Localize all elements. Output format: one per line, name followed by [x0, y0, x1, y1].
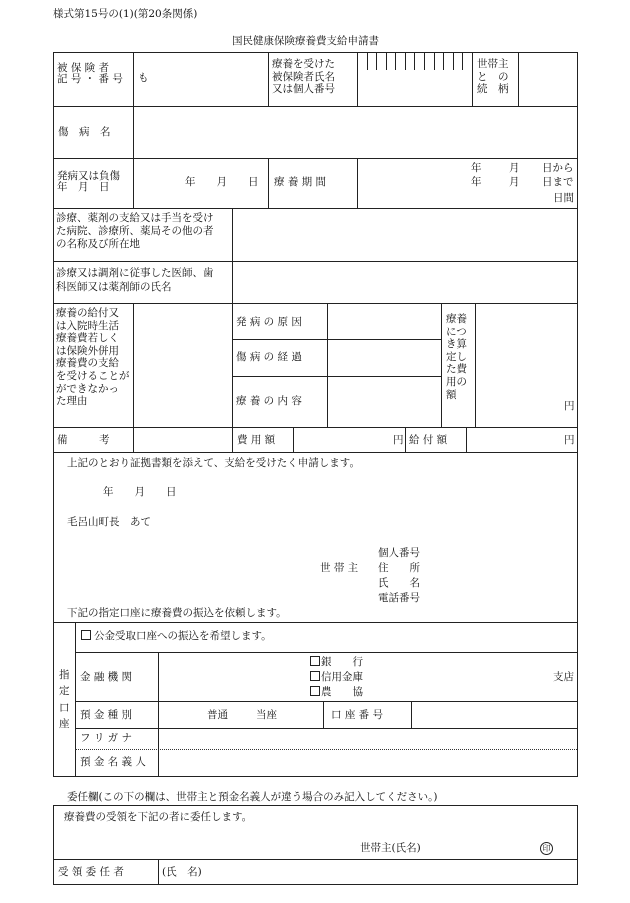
bank-intro: 下記の指定口座に療養費の振込を依頼します。 [67, 607, 287, 619]
delegate-label: 受 領 委 任 者 [58, 866, 124, 878]
account-holder-label: 預 金 名 義 人 [80, 756, 146, 768]
content-label: 療 養 の 内 容 [236, 395, 302, 407]
institution-label: 金 融 機 関 [80, 671, 133, 683]
delegation-header: 委任欄(この下の欄は、世帯主と預金名義人が違う場合のみ記入してください。) [67, 791, 438, 803]
addressee: 毛呂山町長 あて [67, 516, 151, 528]
householder-label: 世 帯 主 [320, 562, 359, 574]
opt-credit-union[interactable]: 信用金庫 [310, 671, 363, 683]
course-label: 傷 病 の 経 過 [236, 351, 302, 363]
bank-checkbox[interactable] [310, 656, 320, 666]
insured-number-value[interactable]: も [138, 72, 149, 84]
provider-label: 診療、薬剤の支給又は手当を受け た病院、診療所、薬局その他の者 の名称及び所在地 [56, 212, 214, 251]
benefit-label: 給 付 額 [409, 434, 448, 446]
disease-label: 傷 病 名 [58, 126, 111, 138]
doctor-label: 診療又は調剤に従事した医師、歯 科医師又は薬剤師の氏名 [56, 267, 214, 293]
opt-agri-coop[interactable]: 農 協 [310, 686, 363, 698]
content-field[interactable] [328, 377, 440, 426]
reason-label: 療養の給付又 は入院時生活 療養費若しく は保険外併用 療養費の支給 を受けることが ができなかっ た理由 [56, 307, 130, 408]
account-number-field[interactable] [412, 702, 577, 727]
insured-label: 被 保 険 者 記 号 ・ 番 号 [57, 62, 123, 86]
mynumber-label: 個人番号 [378, 547, 420, 559]
kana-label: フ リ ガ ナ [80, 732, 133, 744]
delegation-statement: 療養費の受領を下記の者に委任します。 [64, 811, 253, 823]
kana-field[interactable] [159, 729, 577, 749]
page-title: 国民健康保険療養費支給申請書 [232, 35, 379, 47]
provider-field[interactable] [233, 209, 577, 260]
recipient-name-field[interactable] [358, 71, 472, 105]
designated-account-label: 指 定 口 座 [59, 669, 70, 730]
calc-cost-label: 療養 につ き算 定し た費 用の 額 [446, 313, 467, 401]
course-field[interactable] [328, 340, 440, 375]
period-to-month: 月 [509, 176, 520, 188]
account-holder-field[interactable] [159, 751, 577, 775]
credit-union-checkbox[interactable] [310, 671, 320, 681]
address-label: 住 所 [378, 562, 420, 574]
period-from-year: 年 [471, 162, 482, 174]
disease-name-field[interactable] [134, 107, 577, 157]
branch-label: 支店 [553, 671, 574, 683]
onset-date[interactable]: 年 月 日 [185, 176, 259, 188]
householder-relation-field[interactable] [519, 53, 577, 105]
apply-date[interactable]: 年 月 日 [103, 486, 177, 498]
delegation-householder-name[interactable]: 世帯主(氏名) [360, 842, 421, 854]
form-id: 様式第15号の(1)(第20条関係) [53, 8, 198, 20]
doctor-field[interactable] [233, 262, 577, 302]
deposit-type-normal[interactable]: 普通 [207, 709, 228, 721]
period-from-month: 月 [509, 162, 520, 174]
cause-label: 発 病 の 原 因 [236, 316, 302, 328]
delegate-name[interactable]: (氏 名) [162, 866, 202, 878]
opt-bank[interactable]: 銀 行 [310, 656, 363, 668]
remarks-label: 備 考 [57, 434, 110, 446]
cost-label: 費 用 額 [237, 434, 276, 446]
benefit-yen: 円 [564, 434, 575, 446]
period-label: 療 養 期 間 [274, 176, 327, 188]
cause-field[interactable] [328, 304, 440, 338]
account-number-label: 口 座 番 号 [331, 709, 384, 721]
deposit-type-current[interactable]: 当座 [256, 709, 277, 721]
period-to-day: 日まで [542, 176, 574, 188]
recipient-label: 療養を受けた 被保険者氏名 又は個人番号 [272, 58, 335, 96]
cost-yen: 円 [393, 434, 404, 446]
public-account-option[interactable]: 公金受取口座への振込を希望します。 [81, 630, 272, 642]
onset-label: 発病又は負傷 年 月 日 [57, 170, 120, 194]
name-label: 氏 名 [378, 577, 420, 589]
agri-coop-checkbox[interactable] [310, 686, 320, 696]
seal-icon: 印 [540, 842, 553, 855]
deposit-type-label: 預 金 種 別 [80, 709, 133, 721]
phone-label: 電話番号 [378, 592, 420, 604]
apply-statement: 上記のとおり証拠書類を添えて、支給を受けたく申請します。 [67, 457, 360, 469]
public-account-checkbox[interactable] [81, 630, 91, 640]
householder-relation-label: 世帯主 と の 続 柄 [477, 58, 509, 96]
calc-cost-yen: 円 [564, 400, 575, 412]
period-to-year: 年 [471, 176, 482, 188]
period-from-day: 日から [542, 162, 574, 174]
period-days: 日間 [553, 192, 574, 204]
